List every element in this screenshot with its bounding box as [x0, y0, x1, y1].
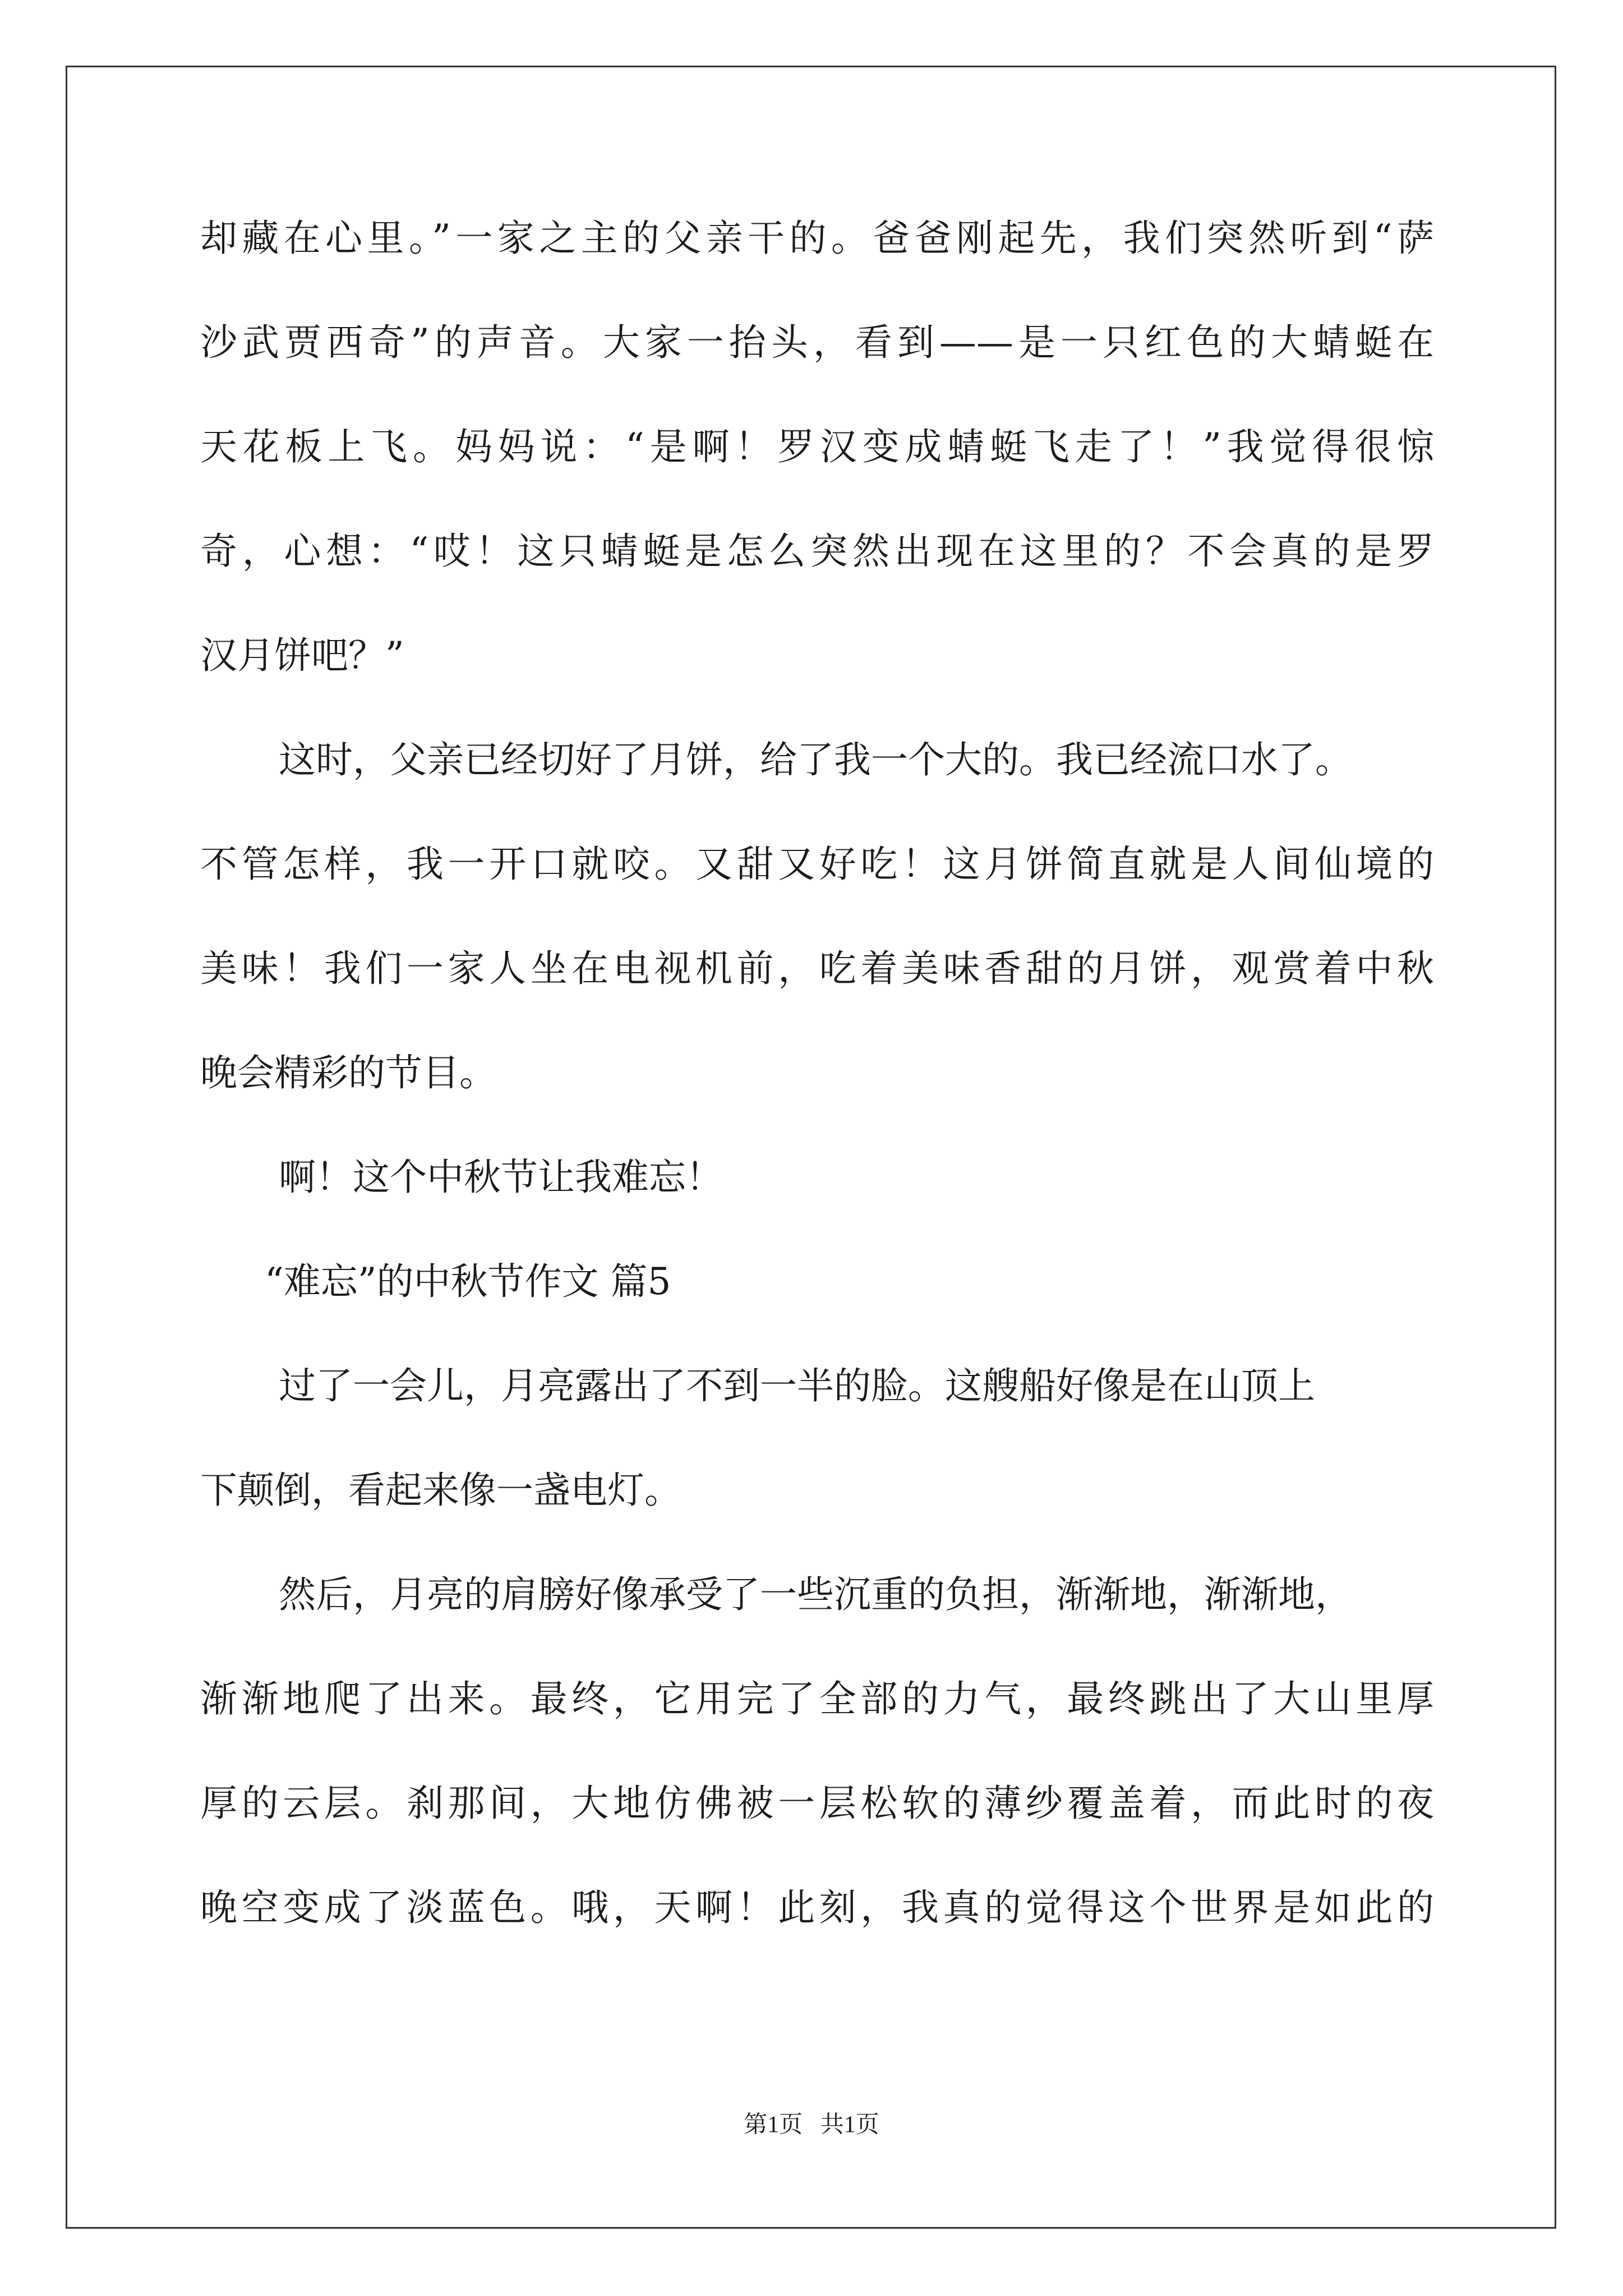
page-footer — [0, 2108, 1623, 2142]
text-line: 晚空变成了淡蓝色。哦，天啊！此刻，我真的觉得这个世界是如此的 — [200, 1886, 1434, 1929]
paragraph-first-line: 然后，月亮的肩膀好像承受了一些沉重的负担，渐渐地，渐渐地， — [279, 1573, 1352, 1616]
text-line: 晚会精彩的节目。 — [200, 1051, 496, 1094]
section-heading: “难忘”的中秋节作文 篇5 — [265, 1260, 671, 1303]
paragraph-first-line: 啊！这个中秋节让我难忘！ — [279, 1156, 723, 1199]
text-line: 奇，心想：“哎！这只蜻蜓是怎么突然出现在这里的？不会真的是罗 — [200, 530, 1434, 573]
text-line: 沙武贾西奇”的声音。大家一抬头，看到——是一只红色的大蜻蜓在 — [200, 321, 1434, 364]
text-line: 天花板上飞。妈妈说：“是啊！罗汉变成蜻蜓飞走了！”我觉得很惊 — [200, 425, 1434, 468]
text-line: 渐渐地爬了出来。最终，它用完了全部的力气，最终跳出了大山里厚 — [200, 1677, 1434, 1720]
text-line: 下颠倒，看起来像一盏电灯。 — [200, 1469, 681, 1512]
paragraph-first-line: 过了一会儿，月亮露出了不到一半的脸。这艘船好像是在山顶上 — [279, 1364, 1315, 1407]
text-line: 美味！我们一家人坐在电视机前，吃着美味香甜的月饼，观赏着中秋 — [200, 947, 1434, 990]
text-line: 汉月饼吧？” — [200, 634, 404, 677]
page-number: 第1页 共1页 — [744, 2112, 879, 2138]
paragraph-first-line: 这时，父亲已经切好了月饼，给了我一个大的。我已经流口水了。 — [279, 738, 1352, 781]
text-line: 厚的云层。刹那间，大地仿佛被一层松软的薄纱覆盖着，而此时的夜 — [200, 1782, 1434, 1825]
text-line: 不管怎样，我一开口就咬。又甜又好吃！这月饼简直就是人间仙境的 — [200, 843, 1434, 886]
text-line: 却藏在心里。”一家之主的父亲干的。爸爸刚起先，我们突然听到“萨 — [200, 217, 1434, 260]
